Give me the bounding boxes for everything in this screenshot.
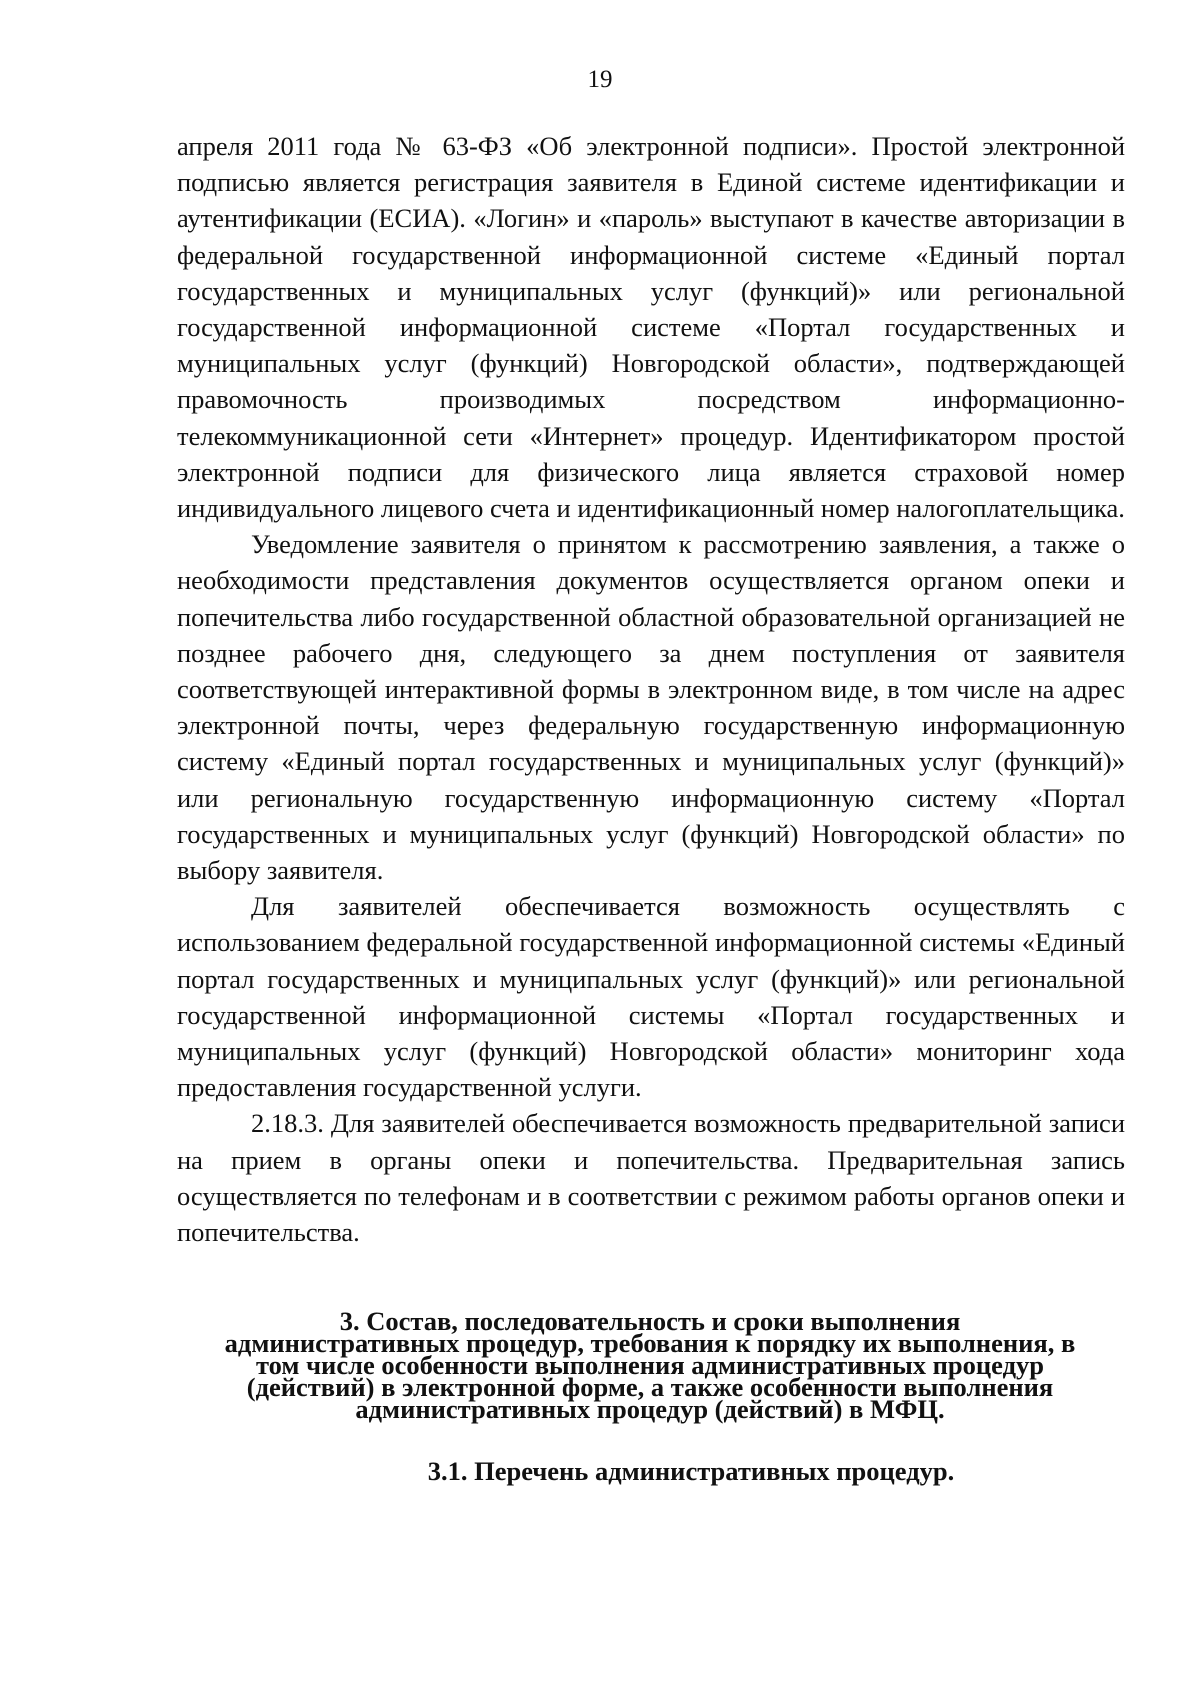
page-number: 19 [587,66,613,93]
paragraph-pre-registration: 2.18.3. Для заявителей обеспечивается возможность предварительной записи на прием в органы опеки и попечительства. Предварительная запись осуществляется по телефонам и в соответствии с режимом работы органов опеки и попечительства. [177,1108,1125,1248]
paragraph-esia-signature: апреля 2011 года № 63-ФЗ «Об электронной подписи». Простой электронной подписью является регистрация заявителя в Единой системе идентификации и аутентификации (ЕСИА). «Логин» и «пароль» выступают в качестве авторизации в федеральной государственной информационной системе «Единый портал государственных и муниципальных услуг (функций)» или региональной государственной информационной системе «Портал государственных и муниципальных услуг (функций) Новгородской области», подтверждающей правомочность производимых посредством информационно-телекоммуникационной сети «Интернет» процедур. Идентификатором простой электронной подписи для физического лица является страховой номер индивидуального лицевого счета и идентификационный номер налогоплательщика. [177,131,1125,524]
section-heading-line: административных процедур (действий) в МФЦ. [355,1394,945,1424]
subsection-heading: 3.1. Перечень административных процедур. [427,1456,955,1486]
document-body [177,128,1125,1250]
section-heading-line: административных процедур, требования к порядку их выполнения, в [224,1328,1076,1358]
section-heading-line: 3. Состав, последовательность и сроки выполнения [339,1306,961,1336]
section-heading-line: том числе особенности выполнения административных процедур [256,1350,1044,1380]
section-heading-line: (действий) в электронной форме, а также особенности выполнения [246,1372,1054,1402]
paragraph-notification: Уведомление заявителя о принятом к рассмотрению заявления, а также о необходимости представления документов осуществляется органом опеки и попечительства либо государственной областной образовательной организацией не позднее рабочего дня, следующего за днем поступления от заявителя соответствующей интерактивной формы в электронном виде, в том числе на адрес электронной почты, через федеральную государственную информационную систему «Единый портал государственных и муниципальных услуг (функций)» или региональную государственную информационную систему «Портал государственных и муниципальных услуг (функций) Новгородской области» по выбору заявителя. [177,529,1125,886]
section-heading [150,1306,1150,1424]
paragraph-monitoring: Для заявителей обеспечивается возможность осуществлять с использованием федеральной государственной информационной системы «Единый портал государственных и муниципальных услуг (функций)» или региональной государственной информационной системы «Портал государственных и муниципальных услуг (функций) Новгородской области» мониторинг хода предоставления государственной услуги. [177,891,1125,1103]
